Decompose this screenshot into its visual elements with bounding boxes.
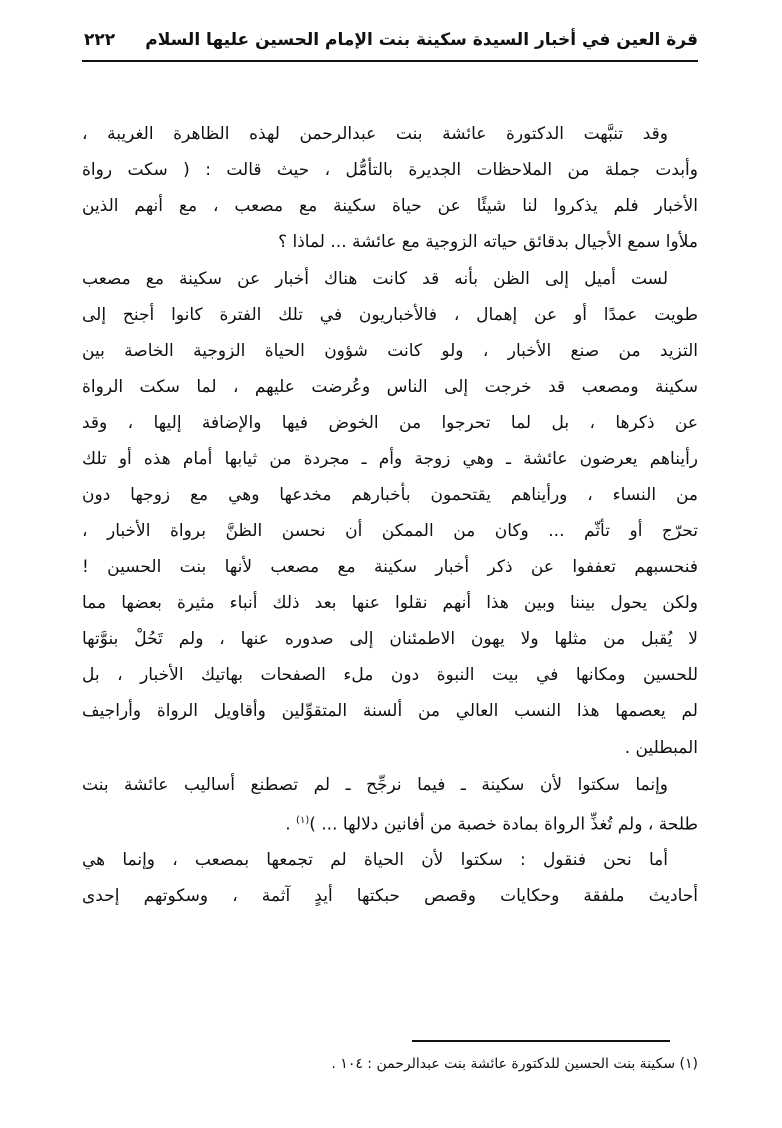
text-line: الأخبار فلم يذكروا لنا شيئًا عن حياة سكينة مع مصعب ، مع أنهم الذين [82, 196, 698, 216]
page-number: ٢٢٢ [84, 30, 116, 50]
text-line: وأبدت جملة من الملاحظات الجديرة بالتأمُّل ، حيث قالت : ( سكت رواة [82, 160, 698, 180]
text-line: ولكن يحول بيننا وبين هذا أنهم نقلوا عنها بعد ذلك أنباء مثيرة بعضها مما [82, 593, 698, 613]
text-line: لست أميل إلى الظن بأنه قد كانت هناك أخبار عن سكينة مع مصعب [82, 269, 668, 289]
text-line: وقد تنبَّهت الدكتورة عائشة بنت عبدالرحمن لهذه الظاهرة الغريبة ، [82, 124, 668, 144]
text-line: أما نحن فنقول : سكتوا لأن الحياة لم تجمعها بمصعب ، وإنما هي [82, 850, 668, 870]
text-line: فنحسبهم تعففوا عن ذكر أخبار سكينة مع مصعب لأنها بنت الحسين ! [82, 557, 698, 577]
text-line: سكينة ومصعب قد خرجت إلى الناس وعُرضت عليهم ، لما سكت الرواة [82, 377, 698, 397]
text-line: التزيد من صنع الأخبار ، ولو كانت شؤون الحياة الزوجية الخاصة بين [82, 341, 698, 361]
running-header-title: قرة العين في أخبار السيدة سكينة بنت الإمام الحسين عليها السلام [145, 30, 698, 50]
text-line: رأيناهم يعرضون عائشة ـ وهي زوجة وأم ـ مجردة من ثيابها أمام هذه أو تلك [82, 449, 698, 469]
text-line: لا يُقبل من مثلها ولا يهون الاطمئنان إلى صدوره عنها ، ولم تَحُلْ بنوَّتها [82, 629, 698, 649]
text-line: أحاديث ملفقة وحكايات وقصص حبكتها أيدٍ آثمة ، وسكوتهم إحدى [82, 886, 698, 906]
footnote-reference: (١) [296, 815, 310, 826]
text-line: المبطلين . [624, 738, 698, 758]
header-rule [82, 60, 698, 62]
text-line: من النساء ، ورأيناهم يقتحمون بأخبارهم مخدعها وهي مع زوجها دون [82, 485, 698, 505]
text-line: عن ذكرها ، بل لما تحرجوا من الخوض فيها والإضافة إليها ، وقد [82, 413, 698, 433]
text-line: وإنما سكتوا لأن سكينة ـ فيما نرجِّح ـ لم تصطنع أساليب عائشة بنت [82, 775, 668, 795]
footnote-rule [412, 1040, 670, 1042]
text-line: طلحة ، ولم تُغذِّ الرواة بمادة خصبة من أفانين دلالها ... )$^{(١)}$ . [285, 814, 698, 835]
text-line: للحسين ومكانها في بيت النبوة دون ملء الصفحات بهاتيك الأخبار ، بل [82, 665, 698, 685]
text-line: ملأوا سمع الأجيال بدقائق حياته الزوجية مع عائشة ... لماذا ؟ [278, 232, 698, 252]
text-line: لم يعصمها هذا النسب العالي من ألسنة المتقوِّلين وأقاويل الرواة وأراجيف [82, 701, 698, 721]
footnote: (١) سكينة بنت الحسين للدكتورة عائشة بنت عبدالرحمن : ١٠٤ . [331, 1056, 698, 1072]
text-line: تحرّج أو تأثّم ... وكان من الممكن أن نحسن الظنَّ برواة الأخبار ، [82, 521, 698, 541]
text-line: طويت عمدًا أو عن إهمال ، فالأخباريون في تلك الفترة كانوا أجنح إلى [82, 305, 698, 325]
